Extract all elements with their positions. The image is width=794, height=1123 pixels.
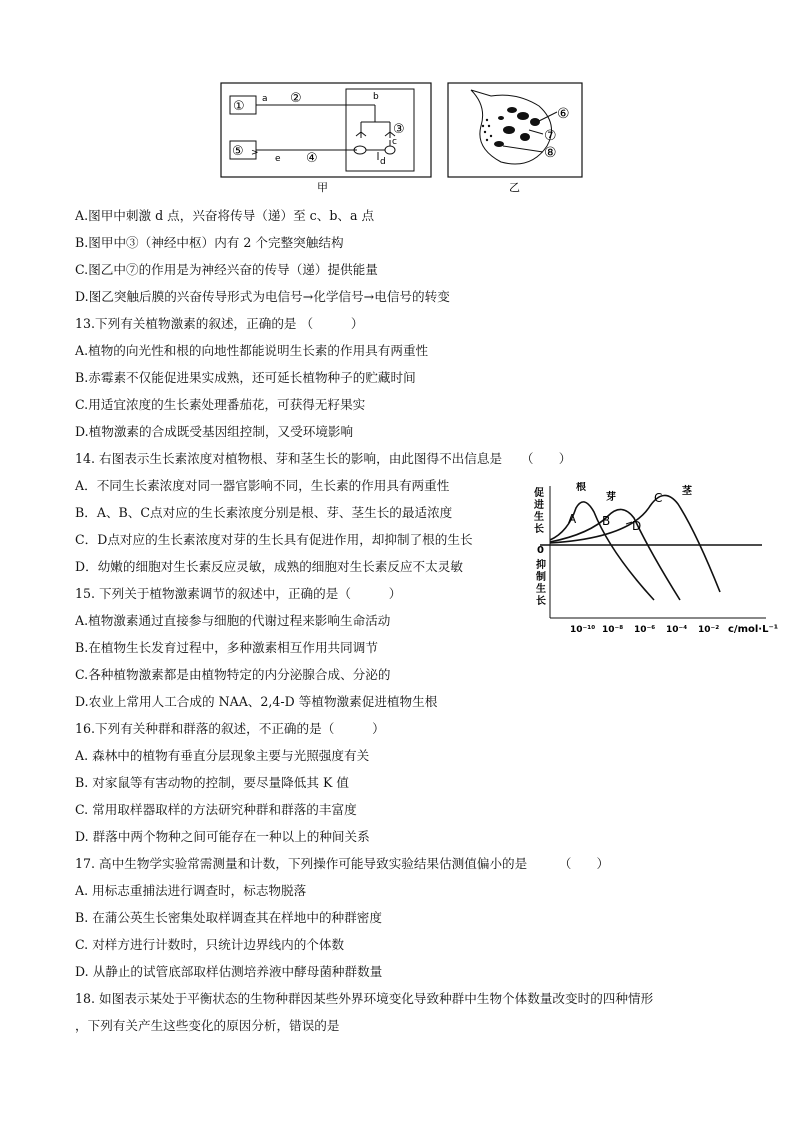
label-4: ④: [306, 151, 318, 166]
q16-option-b: B. 对家鼠等有害动物的控制，要尽量降低其 K 值: [75, 775, 349, 790]
auxin-chart: [530, 482, 784, 636]
q14-stem: 14. 右图表示生长素浓度对植物根、芽和茎生长的影响，由此图得不出信息是 （ ）: [75, 451, 572, 466]
caption-jia: 甲: [317, 181, 328, 194]
origin-label: 0: [537, 545, 544, 556]
q12-option-b: B.图甲中③（神经中枢）内有 2 个完整突触结构: [75, 235, 344, 250]
q15-stem: 15. 下列关于植物激素调节的叙述中，正确的是（ ）: [75, 586, 402, 601]
q16-option-c: C. 常用取样器取样的方法研究种群和群落的丰富度: [75, 802, 357, 817]
q17-stem: 17. 高中生物学实验常需测量和计数，下列操作可能导致实验结果估测值偏小的是 （ ）: [75, 856, 610, 871]
figure-yi: [447, 82, 587, 196]
y-label-promote-1: 促: [534, 488, 544, 499]
label-d: d: [380, 157, 386, 167]
q12-option-a: A.图甲中刺激 d 点，兴奋将传导（递）至 c、b、a 点: [75, 208, 375, 223]
box-5-label: ⑤: [232, 144, 244, 159]
peak-label: C: [654, 491, 663, 505]
y-label-inhibit-1: 抑: [536, 560, 546, 571]
figure-jia: [220, 82, 434, 196]
q17-option-b: B. 在蒲公英生长密集处取样调查其在样地中的种群密度: [75, 910, 382, 925]
peak-label: B: [602, 514, 611, 528]
q12-option-c: C.图乙中⑦的作用是为神经兴奋的传导（递）提供能量: [75, 262, 378, 277]
y-label-promote-3: 生: [534, 512, 544, 523]
series-label: 芽: [606, 492, 616, 503]
peak-label: A: [568, 512, 577, 526]
y-label-inhibit-2: 制: [536, 572, 546, 583]
label-c: c: [392, 137, 397, 147]
x-tick-label: 10⁻⁶: [634, 625, 656, 635]
y-label-inhibit: [536, 558, 546, 607]
q17-option-d: D. 从静止的试管底部取样估测培养液中酵母菌种群数量: [75, 964, 383, 979]
label-7: ⑦: [544, 128, 557, 144]
q15-option-a: A.植物激素通过直接参与细胞的代谢过程来影响生命活动: [75, 613, 391, 628]
x-tick-label: 10⁻⁸: [602, 625, 624, 635]
label-2: ②: [290, 91, 302, 106]
y-label-inhibit-3: 生: [536, 584, 546, 595]
y-label-promote-2: 进: [534, 500, 544, 511]
y-label-inhibit-4: 长: [536, 596, 546, 607]
label-3: ③: [393, 122, 405, 137]
q14-option-c: C．D点对应的生长素浓度对芽的生长具有促进作用，却抑制了根的生长: [75, 532, 473, 547]
x-tick-label: 10⁻¹⁰: [570, 625, 596, 635]
q13-option-d: D.植物激素的合成既受基因组控制，又受环境影响: [75, 424, 354, 439]
q14-option-d: D．幼嫩的细胞对生长素反应灵敏，成熟的细胞对生长素反应不太灵敏: [75, 559, 463, 574]
q16-option-d: D. 群落中两个物种之间可能存在一种以上的种间关系: [75, 829, 370, 844]
x-tick-label: 10⁻²: [698, 625, 720, 635]
box-1-label: ①: [233, 99, 245, 114]
x-axis-label: c/mol·L⁻¹: [728, 624, 779, 635]
q13-option-c: C.用适宜浓度的生长素处理番茄花，可获得无籽果实: [75, 397, 366, 412]
y-label-promote-4: 长: [534, 524, 544, 535]
q15-option-b: B.在植物生长发育过程中，多种激素相互作用共同调节: [75, 640, 378, 655]
q16-option-a: A. 森林中的植物有垂直分层现象主要与光照强度有关: [75, 748, 370, 763]
label-6: ⑥: [557, 106, 570, 122]
q13-stem: 13.下列有关植物激素的叙述，正确的是 （ ）: [75, 316, 364, 331]
x-tick-label: 10⁻⁴: [666, 625, 688, 635]
label-8: ⑧: [544, 145, 557, 161]
q13-option-a: A.植物的向光性和根的向地性都能说明生长素的作用具有两重性: [75, 343, 429, 358]
q17-option-a: A. 用标志重捕法进行调查时，标志物脱落: [75, 883, 307, 898]
q18-stem-line2: ，下列有关产生这些变化的原因分析，错误的是: [75, 1018, 340, 1033]
q15-option-c: C.各种植物激素都是由植物特定的内分泌腺合成、分泌的: [75, 667, 391, 682]
series-label: 根: [576, 482, 586, 493]
q14-option-a: A．不同生长素浓度对同一器官影响不同，生长素的作用具有两重性: [75, 478, 450, 493]
label-b: b: [373, 92, 379, 102]
q14-option-b: B．A、B、C点对应的生长素浓度分别是根、芽、茎生长的最适浓度: [75, 505, 453, 520]
label-e: e: [275, 154, 281, 164]
label-a: a: [262, 94, 268, 104]
caption-yi: 乙: [509, 181, 520, 194]
q13-option-b: B.赤霉素不仅能促进果实成熟，还可延长植物种子的贮藏时间: [75, 370, 416, 385]
q17-option-c: C. 对样方进行计数时，只统计边界线内的个体数: [75, 937, 345, 952]
q18-stem-line1: 18. 如图表示某处于平衡状态的生物种群因某些外界环境变化导致种群中生物个体数量改变时的四种情形: [75, 991, 654, 1006]
point-d-label: D: [632, 519, 642, 533]
series-label: 茎: [682, 486, 692, 497]
q15-option-d: D.农业上常用人工合成的 NAA、2,4-D 等植物激素促进植物生根: [75, 694, 438, 709]
q16-stem: 16.下列有关种群和群落的叙述，不正确的是（ ）: [75, 721, 385, 736]
y-label-promote: [533, 486, 544, 535]
q12-option-d: D.图乙突触后膜的兴奋传导形式为电信号→化学信号→电信号的转变: [75, 289, 450, 304]
svg-text:>: >: [251, 148, 259, 158]
